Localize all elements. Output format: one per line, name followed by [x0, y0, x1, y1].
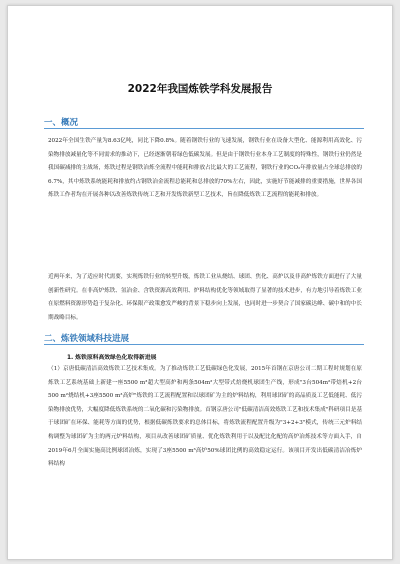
document-page: [7, 5, 393, 560]
section-divider: [44, 128, 364, 129]
progress-paragraph-1: （1）京唐低碳清洁高效炼铁工艺技术集成。为了推动炼铁工艺低碳绿色化发展，2015年首钢在京唐公司二期工程时规划在原炼铁工艺系统基础上新建一座5500 m³超大型高炉和两条504m²大型带式焙烧机球团生产线，形成"3台504m²带焙机+2台500 m²烧结机+3座5500 m³高炉"炼铁的工艺流程配置和以球团矿为主的炉料结构，利用球团矿的高品质及工艺低能耗、低污染物排放优势，大幅度降低炼铁系统的二氧化碳和污染物排放。首钢京唐公司"低碳清洁高效炼铁工艺和技术集成"科研项目是基于球团矿在环保、能耗等方面的优势，根据低碳炼铁要求的总体目标，将炼铁流程配置升级为"3+2+3"模式，传统三元炉料结构调整为球团矿为主的两元炉料结构，项目从改善球团矿质量、优化炼铁利用于以及配比化配的高炉冶炼技术等方面入手，自2019年6月全面实施高比例球团冶炼，实现了3座5500 m³高炉50%球团比例的高效稳定运行。该项目开发出低碳清洁冶炼炉料结构: [48, 366, 362, 468]
section-heading-progress: 二、炼铁领域科技进展: [44, 334, 130, 344]
subsection-heading: 1. 炼铁原料高效绿色化取得新进展: [67, 355, 157, 361]
report-title: 2022年我国炼铁学科发展报告: [127, 83, 273, 95]
overview-paragraph-2: 近两年来，为了适应时代需要，实现炼铁行业的转型升级，炼铁工业从烧结、球团、焦化、高炉以及非高炉炼铁方面进行了大量创新性研究。在非高炉炼铁、氢冶金、含铁资源高效利用、炉料结构优化等领域取得了显著的技术进步，有力地引导着炼铁工业在原燃料资源形势趋于复杂化、环保限产政策愈发严峻的背景下稳步向上发展，也同时进一步契合了国家碳达峰、碳中和的中长期战略目标。: [48, 274, 362, 321]
section-heading-overview: 一、概况: [44, 118, 79, 128]
overview-paragraph-1: 2022年全国生铁产量为8.63亿吨，同比下降0.8%。随着钢铁行业的飞速发展，钢铁行业在设备大型化、能源利用高效化、污染物排放减量化等不同需求的推动下，已经逐渐朝着绿色低碳发展。但是由于钢铁行业本身工艺制度的特殊性，钢铁行业仍然是我国碳减排的主战场，炼铁过程是钢铁冶炼全流程中能耗和排放占比最大的工艺流程，钢铁行业的CO₂年排放量占全球总排放的6.7%，其中炼铁系统能耗和排放约占钢铁冶金流程总能耗和总排放的70%左右，因此，实施好节能减排的重要措施，世界各国炼铁工作者均在开展各种以改善炼铁传统工艺和开发炼铁新型工艺技术，旨在降低炼铁工艺流程的能耗和排放。: [48, 138, 362, 199]
section-divider: [44, 344, 364, 345]
